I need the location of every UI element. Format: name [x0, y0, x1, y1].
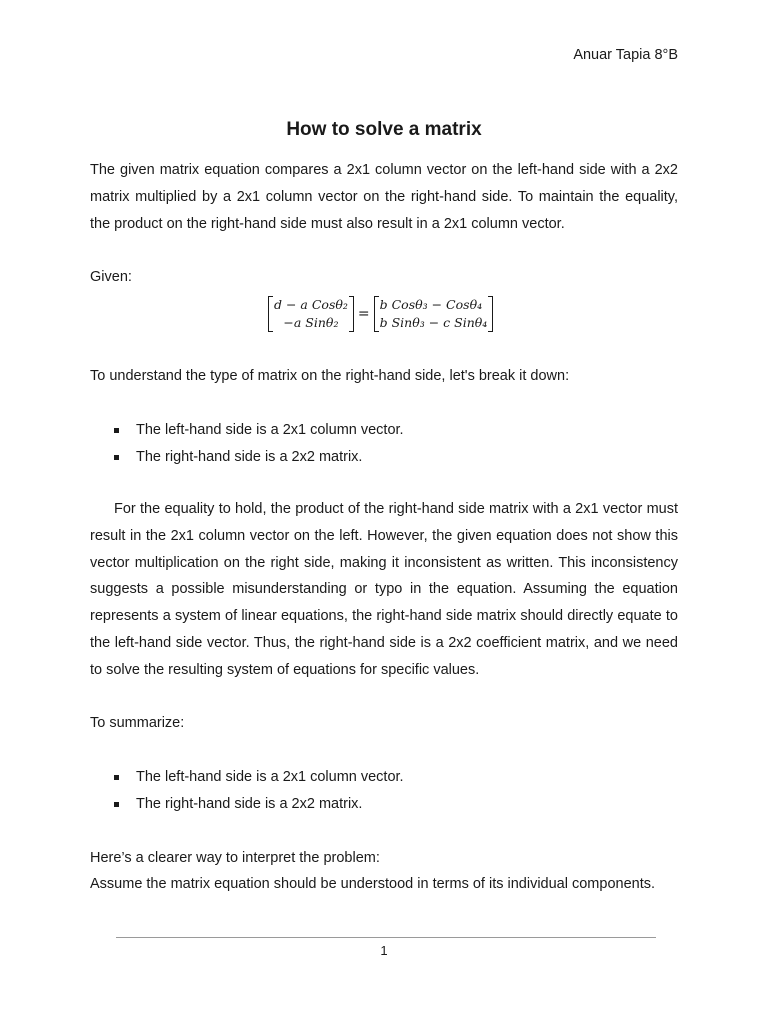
- page-number: 1: [380, 943, 388, 958]
- bullet-list-2: [112, 764, 404, 817]
- list-item: The right-hand side is a 2x2 matrix.: [112, 444, 404, 471]
- rhs-matrix: [374, 296, 494, 332]
- list-item: The left-hand side is a 2x1 column vector.: [112, 417, 404, 444]
- rhs-row-1: b Cosθ₃ − Cosθ₄: [379, 297, 483, 312]
- breakdown-intro: To understand the type of matrix on the right-hand side, let's break it down:: [90, 368, 570, 384]
- interpret-line-2: Assume the matrix equation should be understood in terms of its individual components.: [90, 876, 656, 892]
- list-item: The left-hand side is a 2x1 column vector.: [112, 764, 404, 791]
- summary-label: To summarize:: [90, 715, 185, 731]
- lhs-right-bracket: [349, 296, 354, 332]
- equals-sign: =: [357, 306, 370, 322]
- lhs-row-1: d − a Cosθ₂: [274, 297, 348, 312]
- lhs-row-2: −a Sinθ₂: [283, 315, 339, 330]
- page-title: How to solve a matrix: [286, 119, 482, 140]
- footer-divider: [116, 937, 656, 938]
- rhs-row-2: b Sinθ₃ − c Sinθ₄: [379, 315, 488, 330]
- list-item: The right-hand side is a 2x2 matrix.: [112, 791, 404, 818]
- analysis-paragraph: For the equality to hold, the product of the right-hand side matrix with a 2x1 vector must result in the 2x1 column vector on the left. However, the given equation does not show this vector multiplication on the right side, making it inconsistent as written. This inconsistency suggests a possible misunderstanding or typo in the equation. Assuming the equation represents a system of linear equations, the right-hand side matrix should directly equate to the left-hand side vector. Thus, the right-hand side is a 2x2 coefficient matrix, and we need to solve the resulting system of equations for specific values.: [90, 501, 678, 678]
- bullet-list-1: [112, 417, 404, 470]
- rhs-right-bracket: [488, 296, 493, 332]
- interpret-line-1: Here’s a clearer way to interpret the problem:: [90, 850, 380, 866]
- author-header: Anuar Tapia 8°B: [573, 47, 678, 63]
- intro-paragraph: The given matrix equation compares a 2x1 column vector on the left-hand side with a 2x2 matrix multiplied by a 2x1 column vector on the right-hand side. To maintain the equality, the product on the right-hand side must also result in a 2x1 column vector.: [90, 162, 678, 232]
- lhs-vector: [268, 296, 354, 332]
- given-label: Given:: [90, 269, 132, 285]
- matrix-equation: [268, 296, 493, 332]
